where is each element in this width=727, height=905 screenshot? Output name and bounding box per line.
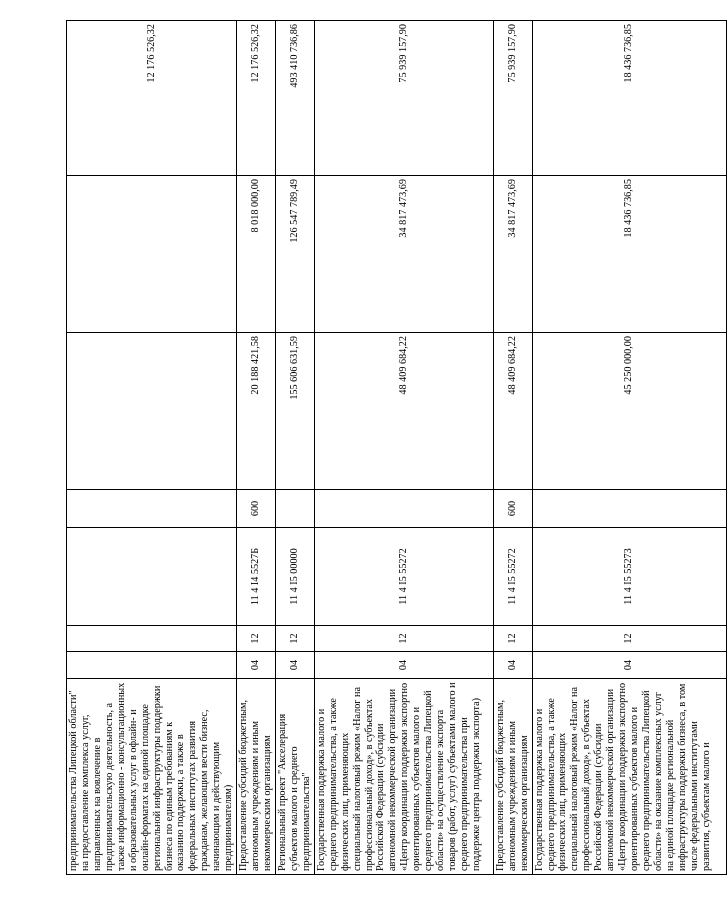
amount-3: 493 410 736,86 [275,21,314,176]
row-description: Государственная поддержка малого и среднего предпринимательства, а также физических лиц, применяющих специальный налоговый режим «Налог на профессиональный доход», в субъектах Российской Федерации (субсидии автономной некоммерческой организации «Центр координации поддержки экспортно ориентированных субъектов малого и среднего предпринимательства Липецкой области» на оказание комплексных услуг на единой площадке региональной инфраструктуры поддержки бизнеса, в том числе федеральными институтами развития, субъектам малого и [532,679,726,875]
table-row [275,21,314,875]
target-article: 11 4 I5 55272 [493,528,532,626]
amount-1: 48 409 684,22 [314,333,493,490]
amount-2 [67,176,237,333]
target-article: 11 4 I4 5527Б [237,528,276,626]
expense-type [67,490,237,528]
expense-type: 600 [237,490,276,528]
amount-1: 45 250 000,00 [532,333,726,490]
table-row [493,21,532,875]
amount-3: 75 939 157,90 [493,21,532,176]
ministry-code: 04 [314,652,493,679]
section-code: 12 [314,626,493,652]
amount-3: 12 176 526,32 [237,21,276,176]
ministry-code: 04 [275,652,314,679]
ministry-code: 04 [532,652,726,679]
row-description: Предоставление субсидий бюджетным, автономным учреждениям и иным некоммерческим организациям [237,679,276,875]
amount-1: 48 409 684,22 [493,333,532,490]
expense-type [275,490,314,528]
amount-2: 18 436 736,85 [532,176,726,333]
amount-2: 126 547 789,49 [275,176,314,333]
target-article [67,528,237,626]
target-article: 11 4 I5 55273 [532,528,726,626]
row-description: Государственная поддержка малого и среднего предпринимательства, а также физических лиц, применяющих специальный налоговый режим «Налог на профессиональный доход», в субъектах Российской Федерации (субсидии автономной некоммерческой организации «Центр координации поддержки экспортно ориентированных субъектов малого и среднего предпринимательства Липецкой области» на осуществление экспорта товаров (работ, услуг) субъектами малого и среднего предпринимательства при поддержке центра поддержки экспорта) [314,679,493,875]
budget-table [66,20,727,875]
row-description: предпринимательства Липецкой области" на предоставление комплекса услуг, направленных на вовлечение в предпринимательскую деятельность, а также информационно - консультационных и образовательных услуг в офлайн- и онлайн-форматах на единой площадке региональной инфраструктуры поддержки бизнеса по единым требованиям к оказанию поддержки, а также в федеральных институтах развития гражданам, желающим вести бизнес, начинающим и действующим предпринимателям) [67,679,237,875]
section-code: 12 [532,626,726,652]
amount-3: 12 176 526,32 [67,21,237,176]
amount-3: 75 939 157,90 [314,21,493,176]
target-article: 11 4 I5 55272 [314,528,493,626]
ministry-code: 04 [493,652,532,679]
section-code: 12 [237,626,276,652]
amount-2: 34 817 473,69 [493,176,532,333]
section-code: 12 [493,626,532,652]
table-row [237,21,276,875]
target-article: 11 4 I5 00000 [275,528,314,626]
amount-2: 34 817 473,69 [314,176,493,333]
expense-type: 600 [493,490,532,528]
expense-type [532,490,726,528]
amount-2: 8 018 000,00 [237,176,276,333]
table-row [314,21,493,875]
section-code: 12 [275,626,314,652]
amount-1: 155 606 631,59 [275,333,314,490]
amount-3: 18 436 736,85 [532,21,726,176]
expense-type [314,490,493,528]
ministry-code: 04 [237,652,276,679]
table-row [67,21,237,875]
row-description: Предоставление субсидий бюджетным, автономным учреждениям и иным некоммерческим организациям [493,679,532,875]
amount-1: 20 188 421,58 [237,333,276,490]
ministry-code [67,652,237,679]
row-description: Региональный проект "Акселерация субъектов малого и среднего предпринимательства" [275,679,314,875]
amount-1 [67,333,237,490]
table-row [532,21,726,875]
section-code [67,626,237,652]
